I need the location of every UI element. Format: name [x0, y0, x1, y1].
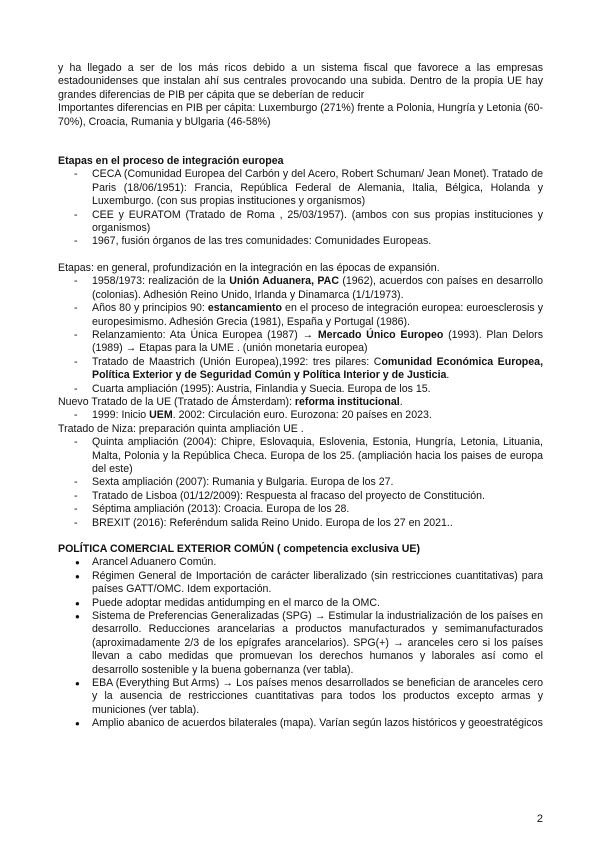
- list-item: - Séptima ampliación (2013): Croacia. Europa de los 28.: [58, 503, 543, 516]
- expansion-list: [58, 275, 543, 396]
- list-item: ● Régimen General de Importación de carácter liberalizado (sin restricciones cuantitativas) para países GATT/OMC. Idem exportación.: [58, 570, 543, 597]
- page-number: 2: [536, 813, 543, 825]
- list-item: - CECA (Comunidad Europea del Carbón y del Acero, Robert Schuman/ Jean Monet). Tratado de Paris (18/06/1951): Francia, República Federal de Alemania, Italia, Bélgica, Holanda y Luxemburgo. (con sus propias instituciones y organismos): [58, 168, 543, 208]
- list-item: - Quinta ampliación (2004): Chipre, Eslovaquia, Eslovenia, Estonia, Hungría, Letonia, Lituania, Malta, Polonia y la República Checa. Europa de los 25. (ampliación hacia los paises de europa del este): [58, 436, 543, 476]
- section-heading-etapas: Etapas en el proceso de integración europea: [58, 155, 284, 168]
- niza-line: Tratado de Niza: preparación quinta ampliación UE .: [58, 422, 304, 435]
- list-item: - 1967, fusión órganos de las tres comunidades: Comunidades Europeas.: [58, 235, 543, 248]
- list-item: ● Puede adoptar medidas antidumping en el marco de la OMC.: [58, 597, 543, 610]
- list-item: - Sexta ampliación (2007): Rumania y Bulgaria. Europa de los 27.: [58, 476, 543, 489]
- intro-paragraph: y ha llegado a ser de los más ricos debido a un sistema fiscal que favorece a las empresas estadounidenses que instalan ahí sus centrales provocando una subida. Dentro de la propia UE hay grandes diferencias de PIB per cápita que se deberían de reducir: [58, 62, 543, 101]
- list-item: - Cuarta ampliación (1995): Austria, Finlandia y Suecia. Europa de los 15.: [58, 383, 543, 396]
- list-item: - Tratado de Lisboa (01/12/2009): Respuesta al fracaso del proyecto de Constitución.: [58, 490, 543, 503]
- gdp-differences-paragraph: Importantes diferencias en PIB per cápita: Luxemburgo (271%) frente a Polonia, Hungría y Letonia (60-70%), Croacia, Rumania y bUlgaria (46-58%): [58, 102, 543, 128]
- list-item: - Años 80 y principios 90: estancamiento en el proceso de integración europea: euroesclerosis y europesimismo. Adhesión Grecia (1981), España y Portugal (1986).: [58, 302, 543, 329]
- amsterdam-line: Nuevo Tratado de la UE (Tratado de Ámsterdam): reforma institucional.: [58, 395, 403, 408]
- etapas-list: [58, 168, 543, 248]
- list-item: ● Sistema de Preferencias Generalizadas (SPG) → Estimular la industrialización de los países en desarrollo. Reducciones arancelarias a productos manufacturados y semimanufacturados (aproximadamente 2/3 de los epígrafes arancelarios). SPG(+) → aranceles cero si los países llevan a cabo medidas que promuevan los derechos humanos y laborales así como el desarrollo sostenible y la buena gobernanza (ver tabla).: [58, 610, 543, 677]
- list-item: - Relanzamiento: Ata Única Europea (1987) → Mercado Único Europeo (1993). Plan Delors (1989) → Etapas para la UME . (unión monetaria europea): [58, 329, 543, 356]
- list-item: ● Arancel Aduanero Común.: [58, 556, 543, 569]
- pcec-list: [58, 556, 543, 730]
- list-item: ● Amplio abanico de acuerdos bilaterales (mapa). Varían según lazos históricos y geoestratégicos: [58, 717, 543, 730]
- section-heading-pcec: POLÍTICA COMERCIAL EXTERIOR COMÚN ( competencia exclusiva UE): [58, 543, 421, 555]
- enlargement-list: [58, 436, 543, 530]
- uem-list: [58, 409, 543, 422]
- list-item: - CEE y EURATOM (Tratado de Roma , 25/03/1957). (ambos con sus propias instituciones y organismos): [58, 209, 543, 236]
- list-item: - 1999: Inicio UEM. 2002: Circulación euro. Eurozona: 20 países en 2023.: [58, 409, 543, 422]
- expansion-intro: Etapas: en general, profundización en la integración en las épocas de expansión.: [58, 261, 440, 274]
- list-item: - 1958/1973: realización de la Unión Aduanera, PAC (1962), acuerdos con países en desarrollo (colonias). Adhesión Reino Unido, Irlanda y Dinamarca (1/1/1973).: [58, 275, 543, 302]
- list-item: ● EBA (Everything But Arms) → Los países menos desarrollados se benefician de aranceles cero y la ausencia de restricciones cuantitativas para todos los productos excepto armas y municiones (ver tabla).: [58, 677, 543, 717]
- list-item: - Tratado de Maastrich (Unión Europea),1992: tres pilares: Comunidad Económica Europea, Política Exterior y de Seguridad Común y Política Interior y de Justicia.: [58, 356, 543, 383]
- list-item: - BREXIT (2016): Referéndum salida Reino Unido. Europa de los 27 en 2021..: [58, 517, 543, 530]
